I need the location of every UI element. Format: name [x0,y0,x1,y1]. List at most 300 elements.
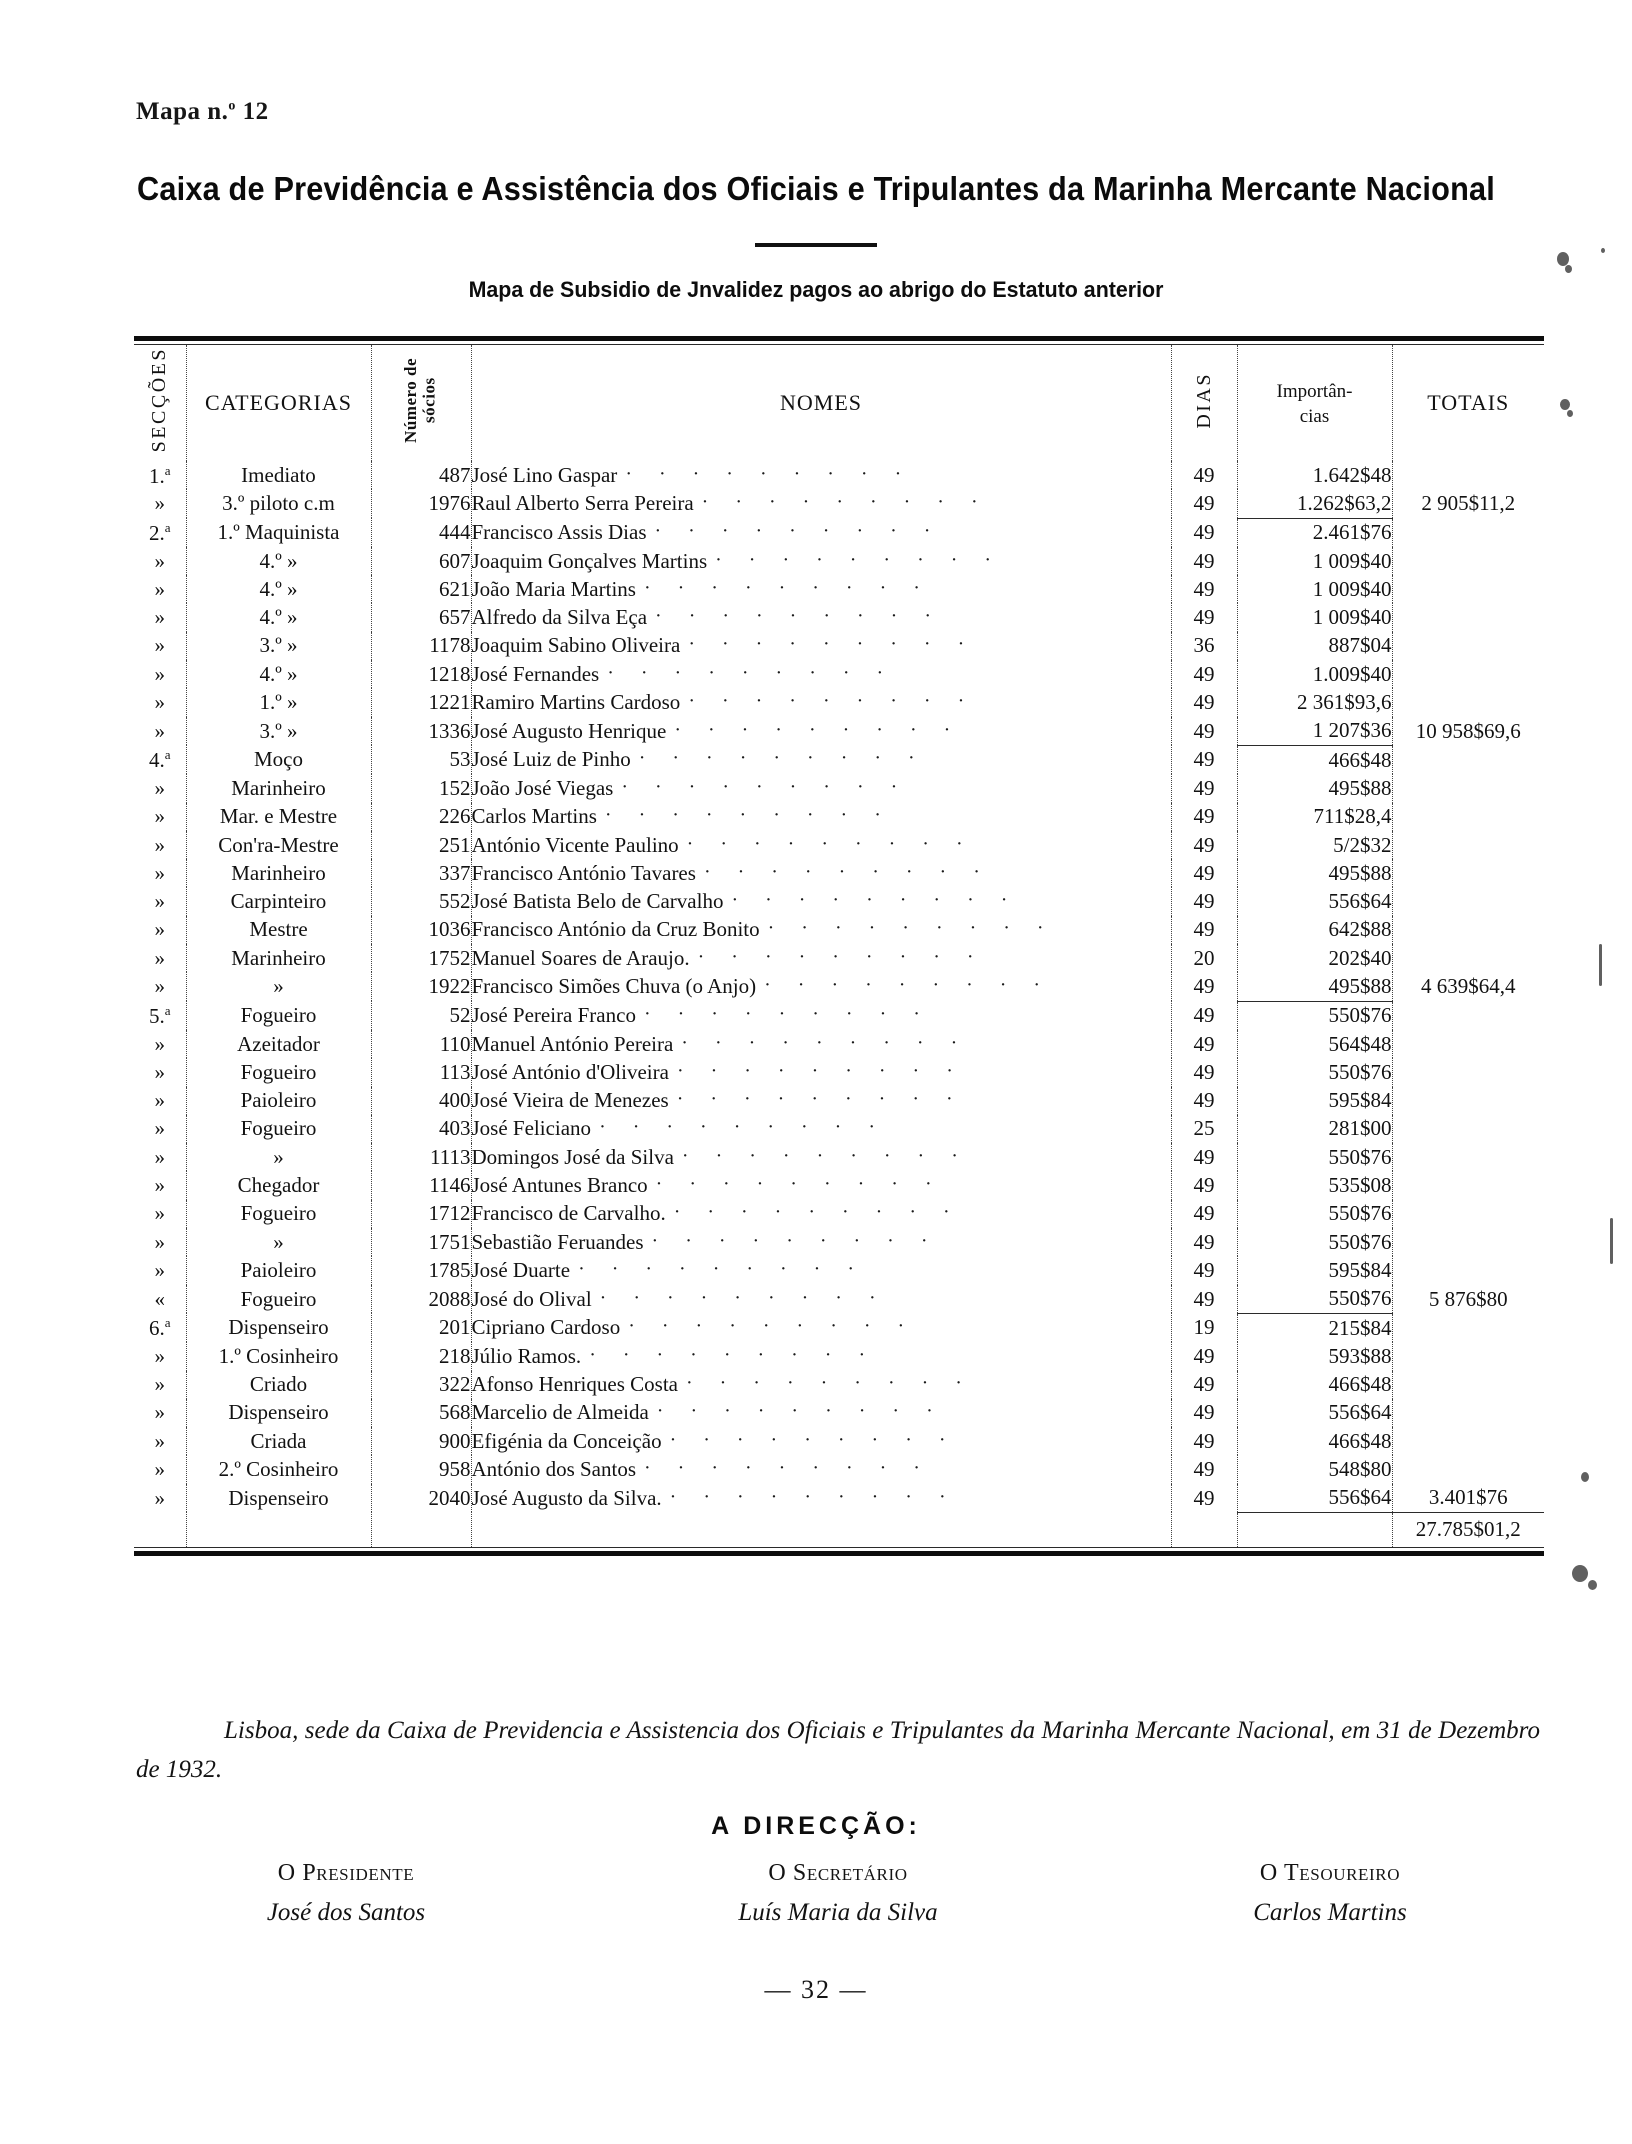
signer-secretary [628,1860,1048,1927]
header-nomes [471,345,1171,461]
table-row [134,972,1544,1001]
header-seccoes-label: SECÇÕES [148,347,171,453]
cell-total [1392,518,1544,547]
cell-nome [471,972,1171,1001]
cell-total [1392,831,1544,859]
leader-dots: · · · · · · · · · [628,1315,916,1338]
cell-dias: 49 [1171,1143,1237,1171]
leader-dots: · · · · · · · · · [625,462,913,485]
cell-numero-socio: 152 [371,774,471,802]
cell-categoria: Con'ra-Mestre [186,831,371,859]
cell-categoria: Mar. e Mestre [186,803,371,831]
cell-importancia: 466$48 [1237,1371,1392,1399]
cell-total [1392,660,1544,688]
page-title: Caixa de Previdência e Assistência dos Oficiais e Tripulantes da Marinha Mercante Nacional [137,170,1495,207]
cell-numero-socio: 1751 [371,1228,471,1256]
cell-numero-socio: 110 [371,1030,471,1058]
cell-numero-socio: 251 [371,831,471,859]
cell-importancia: 1 207$36 [1237,717,1392,746]
direccao-heading: A DIRECÇÃO: [711,1812,921,1840]
cell-importancia: 495$88 [1237,774,1392,802]
cell-importancia: 2 361$93,6 [1237,688,1392,716]
nome-text: António Vicente Paulino [471,832,679,857]
nome-text: Manuel Soares de Araujo. [471,945,690,970]
cell-numero-socio: 1113 [371,1143,471,1171]
leader-dots: · · · · · · · · · [688,633,976,656]
cell-numero-socio: 1146 [371,1171,471,1199]
cell-nome [471,1143,1171,1171]
cell-total [1392,1342,1544,1370]
nome-text: Joaquim Gonçalves Martins [471,548,708,573]
map-number-ordinal: o [228,98,236,114]
cell-dias: 25 [1171,1115,1237,1143]
leader-dots: · · · · · · · · · [673,1201,961,1224]
nome-text: José Augusto da Silva. [471,1485,662,1510]
cell-numero-socio: 1976 [371,489,471,518]
leader-dots: · · · · · · · · · [685,1372,973,1395]
cell-categoria: 4.º » [186,547,371,575]
cell-total [1392,1001,1544,1030]
cell-dias: 49 [1171,547,1237,575]
signer-name: Carlos Martins [1253,1899,1407,1926]
leader-dots: · · · · · · · · · [604,804,892,827]
leader-dots: · · · · · · · · · [764,974,1052,997]
table-row [134,632,1544,660]
cell-numero-socio: 1178 [371,632,471,660]
header-categorias [186,345,371,461]
cell-numero-socio: 607 [371,547,471,575]
table-row [134,944,1544,972]
page-subtitle: Mapa de Subsidio de Jnvalidez pagos ao abrigo do Estatuto anterior [468,277,1164,302]
cell-categoria: Fogueiro [186,1115,371,1143]
cell-total: 2 905$11,2 [1421,491,1516,516]
header-totais-label: TOTAIS [1427,390,1510,415]
cell-importancia: 556$64 [1237,887,1392,915]
cell-dias: 49 [1171,745,1237,774]
cell-total: 5 876$80 [1428,1286,1508,1311]
cell-importancia: 215$84 [1237,1313,1392,1342]
cell-numero-socio: 900 [371,1427,471,1455]
leader-dots: · · · · · · · · · [701,491,989,514]
header-totais [1392,345,1544,461]
cell-importancia: 550$76 [1237,1001,1392,1030]
table-row [134,1399,1544,1427]
cell-dias: 49 [1171,803,1237,831]
leader-dots: · · · · · · · · · [651,1229,939,1252]
cell-categoria: Azeitador [186,1030,371,1058]
leader-dots: · · · · · · · · · [669,1428,957,1451]
subsidy-table [134,345,1544,1547]
table-row [134,1030,1544,1058]
cell-total [1392,1228,1544,1256]
cell-numero-socio: 1922 [371,972,471,1001]
table-row [134,518,1544,547]
nome-text: Ramiro Martins Cardoso [471,690,681,715]
cell-seccao: 5.$^a$ [134,1001,186,1030]
cell-nome [471,1115,1171,1143]
cell-importancia: 1.642$48 [1237,461,1392,489]
scan-speck [1599,944,1602,986]
nome-text: José Duarte [471,1257,571,1282]
cell-numero-socio: 552 [371,887,471,915]
cell-total [1392,1371,1544,1399]
scan-speck [1560,399,1570,410]
cell-nome [471,859,1171,887]
cell-total [1392,1115,1544,1143]
leader-dots: · · · · · · · · · [676,1059,964,1082]
cell-nome [471,745,1171,774]
table-row [134,489,1544,518]
nome-text: José Lino Gaspar [471,462,618,487]
cell-categoria: Chegador [186,1171,371,1199]
nome-text: Francisco de Carvalho. [471,1201,666,1226]
page-number: — 32 — [764,1975,868,2004]
leader-dots: · · · · · · · · · [638,747,926,770]
cell-total: 4 639$64,4 [1421,974,1516,999]
cell-total [1392,1455,1544,1483]
cell-seccao: » [134,1200,186,1228]
cell-nome [471,1371,1171,1399]
cell-categoria: » [186,972,371,1001]
cell-categoria: Marinheiro [186,859,371,887]
cell-nome [471,518,1171,547]
leader-dots: · · · · · · · · · [578,1257,866,1280]
nome-text: Francisco Simões Chuva (o Anjo) [471,974,757,999]
cell-seccao: » [134,603,186,631]
cell-seccao: » [134,632,186,660]
cell-numero-socio: 226 [371,803,471,831]
nome-text: Alfredo da Silva Eça [471,605,648,630]
cell-dias: 49 [1171,1256,1237,1284]
cell-numero-socio: 52 [371,1001,471,1030]
nome-text: Carlos Martins [471,804,597,829]
cell-seccao: « [134,1285,186,1314]
nome-text: Francisco António da Cruz Bonito [471,917,760,942]
cell-dias: 49 [1171,1171,1237,1199]
cell-seccao: » [134,916,186,944]
cell-nome [471,1200,1171,1228]
cell-numero-socio: 1036 [371,916,471,944]
cell-nome [471,461,1171,489]
cell-numero-socio: 657 [371,603,471,631]
leader-dots: · · · · · · · · · [607,661,895,684]
scan-speck [1565,265,1572,273]
leader-dots: · · · · · · · · · [681,1144,969,1167]
cell-dias: 49 [1171,1285,1237,1314]
leader-dots: · · · · · · · · · [655,1173,943,1196]
cell-importancia: 202$40 [1237,944,1392,972]
map-number [136,98,269,126]
table-row [134,1143,1544,1171]
cell-seccao: » [134,887,186,915]
cell-categoria: Marinheiro [186,774,371,802]
cell-total [1392,1087,1544,1115]
cell-importancia: 887$04 [1237,632,1392,660]
cell-categoria: Moço [186,745,371,774]
nome-text: José Batista Belo de Carvalho [471,889,724,914]
cell-nome [471,916,1171,944]
cell-total [1392,887,1544,915]
cell-dias: 49 [1171,603,1237,631]
cell-importancia: 495$88 [1237,859,1392,887]
cell-dias: 49 [1171,1030,1237,1058]
table-row [134,688,1544,716]
cell-seccao: » [134,575,186,603]
cell-dias: 49 [1171,461,1237,489]
table-row [134,916,1544,944]
table-row [134,547,1544,575]
cell-categoria: Carpinteiro [186,887,371,915]
signer-president [136,1860,556,1927]
cell-total [1392,603,1544,631]
cell-dias: 49 [1171,1371,1237,1399]
cell-numero-socio: 1218 [371,660,471,688]
nome-text: Francisco António Tavares [471,860,696,885]
scan-speck [1610,1218,1613,1264]
cell-seccao: » [134,547,186,575]
cell-total: 3.401$76 [1392,1484,1544,1513]
cell-numero-socio: 621 [371,575,471,603]
nome-text: Afonso Henriques Costa [471,1372,678,1397]
leader-dots: · · · · · · · · · [674,718,962,741]
table-row [134,1484,1544,1513]
table-row [134,1256,1544,1284]
cell-categoria: Fogueiro [186,1285,371,1314]
signers-row [136,1860,1540,1927]
cell-dias: 49 [1171,972,1237,1001]
cell-numero-socio: 444 [371,518,471,547]
cell-seccao: 2.$^a$ [134,518,186,547]
leader-dots: · · · · · · · · · [688,690,976,713]
cell-nome [471,1228,1171,1256]
header-nomes-label: NOMES [779,390,862,415]
header-dias [1171,345,1237,461]
cell-nome [471,1399,1171,1427]
cell-numero-socio: 403 [371,1115,471,1143]
cell-seccao: 1.$^a$ [134,461,186,489]
nome-text: José do Olival [471,1286,592,1311]
signer-treasurer [1120,1860,1540,1927]
nome-text: José Fernandes [471,661,600,686]
cell-seccao: » [134,1427,186,1455]
cell-dias: 49 [1171,518,1237,547]
cell-seccao: » [134,688,186,716]
cell-categoria: Imediato [186,461,371,489]
cell-importancia: 535$08 [1237,1171,1392,1199]
cell-seccao: » [134,1371,186,1399]
scan-speck [1557,252,1569,266]
cell-categoria: 2.º Cosinheiro [186,1455,371,1483]
cell-seccao: » [134,717,186,746]
cell-dias: 49 [1171,1087,1237,1115]
title-divider [755,243,877,247]
table-row [134,660,1544,688]
nome-text: Francisco Assis Dias [471,519,647,544]
signer-name: José dos Santos [266,1899,426,1926]
leader-dots: · · · · · · · · · [589,1343,877,1366]
cell-categoria: Dispenseiro [186,1399,371,1427]
cell-categoria: Fogueiro [186,1200,371,1228]
nome-text: Júlio Ramos. [471,1343,582,1368]
cell-nome [471,887,1171,915]
scan-speck [1581,1472,1589,1482]
cell-categoria: Criada [186,1427,371,1455]
cell-importancia: 466$48 [1237,745,1392,774]
table-row [134,1228,1544,1256]
cell-numero-socio: 958 [371,1455,471,1483]
grand-total-spacer [1237,1512,1392,1547]
cell-total: 10 958$69,6 [1415,718,1521,743]
cell-total [1392,575,1544,603]
nome-text: José Pereira Franco [471,1003,636,1028]
table-row [134,1171,1544,1199]
cell-seccao: » [134,1087,186,1115]
cell-dias: 49 [1171,575,1237,603]
leader-dots: · · · · · · · · · [703,860,991,883]
cell-total [1392,1399,1544,1427]
cell-total [1392,1427,1544,1455]
leader-dots: · · · · · · · · · [599,1286,887,1309]
cell-nome [471,1455,1171,1483]
closing-statement [136,1712,1540,1790]
cell-seccao: » [134,1455,186,1483]
cell-importancia: 1 009$40 [1237,603,1392,631]
cell-categoria: 4.º » [186,575,371,603]
table-row [134,717,1544,746]
cell-importancia: 1.009$40 [1237,660,1392,688]
nome-text: José Augusto Henrique [471,718,667,743]
cell-categoria: Criado [186,1371,371,1399]
cell-dias: 49 [1171,1484,1237,1513]
nome-text: José Feliciano [471,1116,592,1141]
cell-dias: 49 [1171,1342,1237,1370]
cell-dias: 20 [1171,944,1237,972]
leader-dots: · · · · · · · · · [697,945,985,968]
cell-nome [471,1427,1171,1455]
cell-seccao: » [134,831,186,859]
cell-total [1392,688,1544,716]
signer-role: O Presidente [277,1860,415,1886]
cell-seccao: 6.$^a$ [134,1313,186,1342]
cell-importancia: 2.461$76 [1237,518,1392,547]
cell-dias: 49 [1171,1058,1237,1086]
header-row [134,345,1544,461]
cell-numero-socio: 1221 [371,688,471,716]
nome-text: João José Viegas [471,775,614,800]
cell-importancia: 642$88 [1237,916,1392,944]
cell-categoria: Paioleiro [186,1087,371,1115]
table-row [134,461,1544,489]
table-row [134,1427,1544,1455]
scan-speck [1588,1580,1597,1590]
cell-nome [471,803,1171,831]
cell-numero-socio: 1712 [371,1200,471,1228]
table-head [134,345,1544,461]
grand-total-row [134,1512,1544,1547]
cell-categoria: Fogueiro [186,1001,371,1030]
cell-nome [471,1256,1171,1284]
cell-nome [471,1171,1171,1199]
cell-total [1392,803,1544,831]
cell-total [1392,1256,1544,1284]
cell-seccao: » [134,1058,186,1086]
cell-importancia: 595$84 [1237,1256,1392,1284]
cell-numero-socio: 201 [371,1313,471,1342]
cell-numero-socio: 337 [371,859,471,887]
cell-nome [471,1058,1171,1086]
cell-seccao: » [134,972,186,1001]
cell-nome [471,603,1171,631]
cell-dias: 49 [1171,660,1237,688]
cell-seccao: » [134,774,186,802]
cell-total [1392,1200,1544,1228]
cell-importancia: 564$48 [1237,1030,1392,1058]
cell-categoria: 3.º » [186,717,371,746]
header-numero-socios [371,345,471,461]
cell-dias: 49 [1171,859,1237,887]
cell-dias: 49 [1171,1001,1237,1030]
cell-dias: 19 [1171,1313,1237,1342]
cell-importancia: 548$80 [1237,1455,1392,1483]
cell-nome [471,1484,1171,1513]
nome-text: José Antunes Branco [471,1173,648,1198]
cell-importancia: 281$00 [1237,1115,1392,1143]
grand-blank-nome [471,1512,1171,1547]
cell-importancia: 1.262$63,2 [1237,489,1392,518]
cell-seccao: » [134,1115,186,1143]
cell-seccao: » [134,660,186,688]
header-seccoes [134,345,186,461]
nome-text: José António d'Oliveira [471,1059,669,1084]
table-row [134,1200,1544,1228]
cell-importancia: 556$64 [1237,1484,1392,1513]
cell-categoria: Paioleiro [186,1256,371,1284]
header-numero-socios-label: Número de sócios [401,357,439,443]
cell-dias: 49 [1171,489,1237,518]
cell-importancia: 595$84 [1237,1087,1392,1115]
nome-text: Raul Alberto Serra Pereira [471,491,694,516]
cell-categoria: 1.º » [186,688,371,716]
header-categorias-label: CATEGORIAS [205,390,352,415]
cell-importancia: 495$88 [1237,972,1392,1001]
cell-dias: 49 [1171,1455,1237,1483]
cell-importancia: 711$28,4 [1237,803,1392,831]
scan-speck [1572,1565,1588,1582]
table-row [134,887,1544,915]
cell-seccao: » [134,489,186,518]
cell-nome [471,575,1171,603]
cell-nome [471,1285,1171,1314]
cell-seccao: 4.$^a$ [134,745,186,774]
nome-text: José Vieira de Menezes [471,1088,669,1113]
map-number-value: 12 [242,98,269,125]
table-row [134,1115,1544,1143]
leader-dots: · · · · · · · · · [731,889,1019,912]
nome-text: Manuel António Pereira [471,1031,674,1056]
table-row [134,1455,1544,1483]
table-row [134,603,1544,631]
table-row [134,1001,1544,1030]
cell-dias: 49 [1171,1399,1237,1427]
header-importancias [1237,345,1392,461]
leader-dots: · · · · · · · · · [644,1457,931,1480]
cell-categoria: Dispenseiro [186,1313,371,1342]
nome-text: Domingos José da Silva [471,1144,674,1169]
cell-nome [471,944,1171,972]
cell-nome [471,489,1171,518]
cell-numero-socio: 113 [371,1058,471,1086]
table-row [134,1087,1544,1115]
